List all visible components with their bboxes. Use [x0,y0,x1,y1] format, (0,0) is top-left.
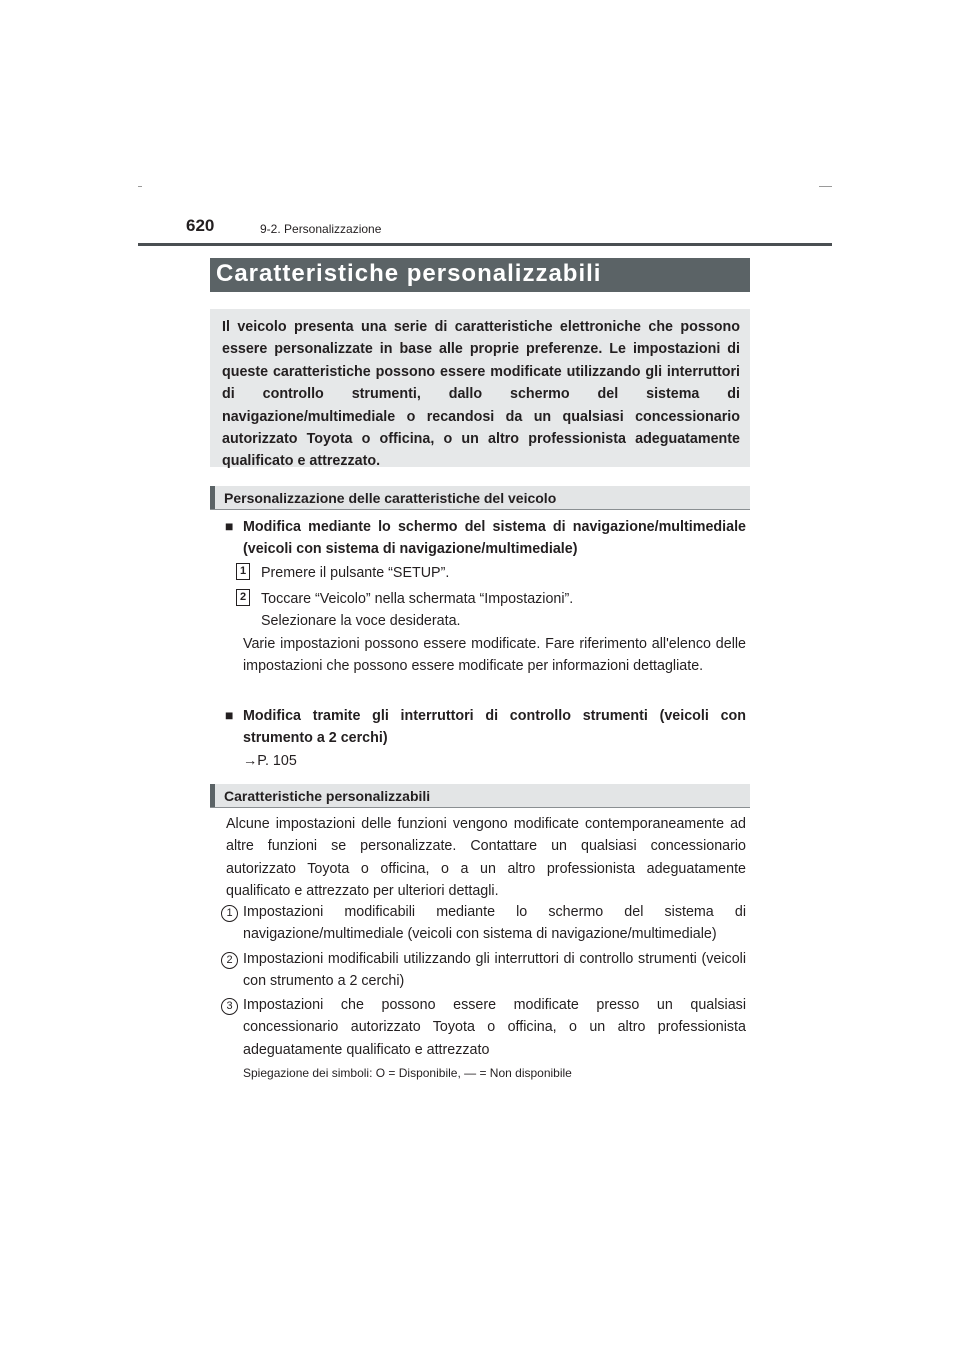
heading-accent [210,784,215,808]
page-reference-link[interactable]: →P. 105 [243,753,297,769]
symbol-legend: Spiegazione dei simboli: O = Disponibile, — = Non disponibile [243,1066,572,1080]
heading-underline [210,807,750,808]
list-item-3: Impostazioni che possono essere modificate presso un qualsiasi concessionario autorizzato Toyota o officina, o un altro professionista adeguatamente qualificato e attrezzato [243,997,746,1058]
section-heading-label: Caratteristiche personalizzabili [224,788,431,804]
list-item-1: Impostazioni modificabili mediante lo schermo del sistema di navigazione/multimediale (veicoli con sistema di navigazione/multimediale) [243,904,746,943]
item-title-navigation: Modifica mediante lo schermo del sistema di navigazione/multimediale (veicoli con sistema di navigazione/multimediale) [243,519,746,558]
bullet-square: ■ [225,518,234,534]
step-1-text: Premere il pulsante “SETUP”. [261,565,450,581]
section-paragraph: Alcune impostazioni delle funzioni vengono modificate contemporaneamente ad altre funzioni se personalizzate. Contattare un qualsiasi concessionario autorizzato Toyota o officina, o a un altro professionista adeguatamente qualificato e attrezzato per ulteriori dettagli. [226,816,746,900]
list-number-3: 3 [221,998,238,1015]
list-number-1: 1 [221,905,238,922]
crop-mark-left [138,186,142,187]
heading-accent [210,486,215,510]
list-item-2: Impostazioni modificabili utilizzando gli interruttori di controllo strumenti (veicoli con strumento a 2 cerchi) [243,951,746,990]
section-heading-customizable [210,784,750,808]
page-number: 620 [186,216,215,235]
section-heading-label: Personalizzazione delle caratteristiche del veicolo [224,490,557,506]
crop-mark-right [819,186,832,187]
section-heading-personalization [210,486,750,510]
list-number-2: 2 [221,952,238,969]
header-rule [138,243,832,246]
step-number-1: 1 [236,563,250,580]
item-title-instrument: Modifica tramite gli interruttori di controllo strumenti (veicoli con strumento a 2 cerchi) [243,708,746,747]
item-note: Varie impostazioni possono essere modificate. Fare riferimento all'elenco delle impostazioni che possono essere modificate per informazioni dettagliate. [243,636,746,675]
bullet-square: ■ [225,707,234,723]
page-title: Caratteristiche personalizzabili [216,260,602,287]
intro-text: Il veicolo presenta una serie di caratteristiche elettroniche che possono essere personalizzate in base alle proprie preferenze. Le impostazioni di queste caratteristiche possono essere modificate utilizzando gli interruttori di controllo strumenti, dallo schermo del sistema di navigazione/multimediale o recandosi da un qualsiasi concessionario autorizzato Toyota o officina, o un altro professionista adeguatamente qualificato e attrezzato. [222,319,740,470]
section-reference: 9-2. Personalizzazione [260,222,382,236]
step-2-text: Toccare “Veicolo” nella schermata “Impostazioni”. [261,591,574,607]
heading-underline [210,509,750,510]
step-number-2: 2 [236,589,250,606]
step-2-continuation: Selezionare la voce desiderata. [261,613,461,629]
